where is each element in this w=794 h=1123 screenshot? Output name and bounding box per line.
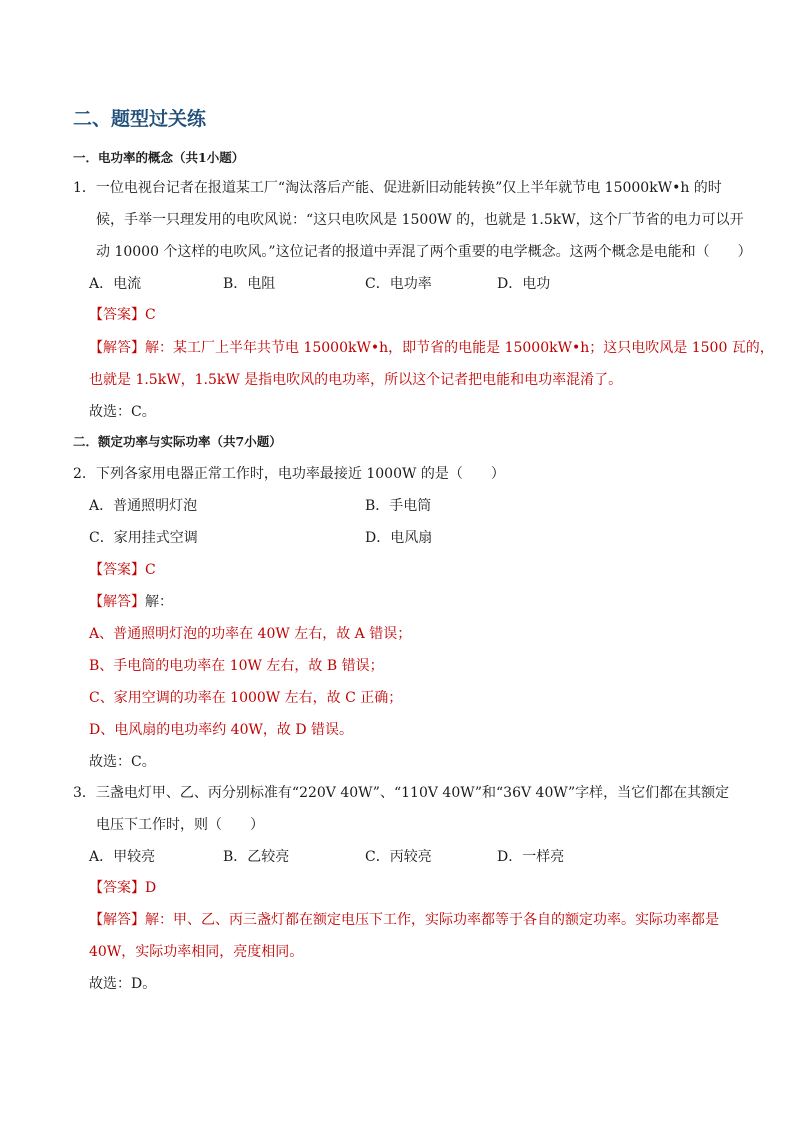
q1-line-2: 候，手举一只理发用的电吹风说：“这只电吹风是 1500W 的，也就是 1.5kW，这个厂节省的电力可以开 [96,212,744,228]
q1-option-c: C．电功率 [365,276,432,292]
q2-line-1: 2．下列各家用电器正常工作时，电功率最接近 1000W 的是（ ） [73,466,505,482]
q2-explanation-a: A、普通照明灯泡的功率在 40W 左右，故 A 错误； [89,626,412,642]
q2-option-d: D．电风扇 [365,530,433,546]
page-heading: 二、题型过关练 [73,108,207,130]
explanation-text: 解： [145,594,173,610]
q3-option-a: A．甲较亮 [89,849,156,865]
q1-explanation-line-1 [89,337,774,357]
q2-option-b: B．手电筒 [365,498,432,514]
q1-option-d: D．电功 [497,276,551,292]
q3-line-1: 3．三盏电灯甲、乙、丙分别标准有“220V 40W”、“110V 40W”和“36V 40W”字样，当它们都在其额定 [73,785,730,801]
answer-tag: 【答案】 [89,880,145,896]
q1-choose: 故选：C。 [89,404,156,420]
answer-tag: 【答案】 [89,562,145,578]
explanation-tag: 【解答】 [89,340,145,356]
q1-explanation-line-2: 也就是 1.5kW，1.5kW 是指电吹风的电功率，所以这个记者把电能和电功率混淆了。 [89,372,623,388]
q1-option-b: B．电阻 [223,276,276,292]
explanation-tag: 【解答】 [89,594,145,610]
explanation-text: 解：某工厂上半年共节电 15000kW•h，即节省的电能是 15000kW•h；这只电吹风是 1500 瓦的， [145,340,774,356]
q3-option-c: C．丙较亮 [365,849,432,865]
q3-option-d: D．一样亮 [497,849,565,865]
q2-explanation-c: C、家用空调的功率在 1000W 左右，故 C 正确； [89,690,403,706]
answer-tag: 【答案】 [89,307,145,323]
explanation-tag: 【解答】 [89,912,145,928]
q2-choose: 故选：C。 [89,754,156,770]
section-1-title: 一．电功率的概念（共1小题） [73,150,245,165]
q1-line-3: 动 10000 个这样的电吹风。”这位记者的报道中弄混了两个重要的电学概念。这两个概念是电能和（ ） [96,244,752,260]
q3-line-2: 电压下工作时，则（ ） [96,817,264,833]
q3-explanation-line-1 [89,909,719,929]
q3-explanation-line-2: 40W，实际功率相同，亮度相同。 [89,944,304,960]
q1-option-a: A．电流 [89,276,142,292]
q2-explanation-head [89,591,173,611]
answer-value: C [145,307,156,323]
q3-choose: 故选：D。 [89,976,157,992]
q2-answer [89,559,156,579]
q1-line-1: 1．一位电视台记者在报道某工厂“淘汰落后产能、促进新旧动能转换”仅上半年就节电 15000kW•h 的时 [73,180,722,196]
q1-answer [89,304,156,324]
q3-option-b: B．乙较亮 [223,849,290,865]
answer-value: D [145,880,157,896]
q2-option-c: C．家用挂式空调 [89,530,198,546]
answer-value: C [145,562,156,578]
q2-option-a: A．普通照明灯泡 [89,498,198,514]
q2-explanation-d: D、电风扇的电功率约 40W，故 D 错误。 [89,722,354,738]
q3-answer [89,877,156,897]
q2-explanation-b: B、手电筒的电功率在 10W 左右，故 B 错误； [89,658,384,674]
section-2-title: 二．额定功率与实际功率（共7小题） [73,434,282,449]
explanation-text: 解：甲、乙、丙三盏灯都在额定电压下工作，实际功率都等于各自的额定功率。实际功率都是 [145,912,719,928]
